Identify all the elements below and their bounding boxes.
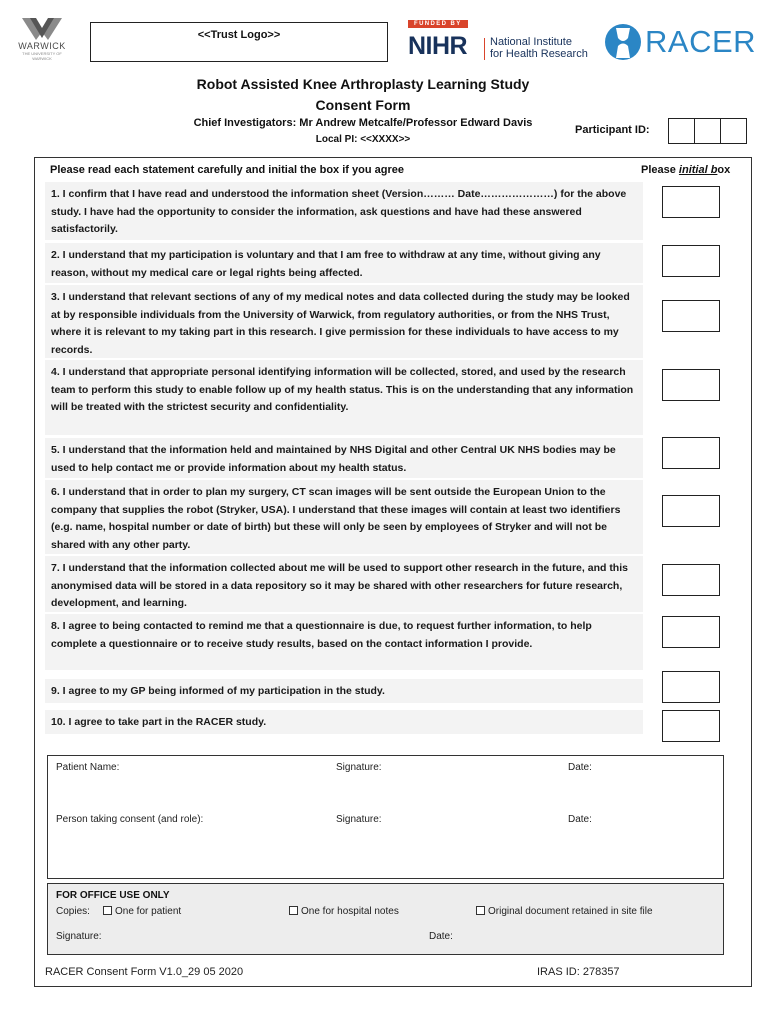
nihr-divider [484,38,485,60]
patient-signature-label: Signature: [336,762,382,773]
initial-header-word: initial b [678,164,718,176]
copies-label: Copies: [56,906,90,917]
copy-option-site-file[interactable] [476,906,653,917]
participant-id-box-2[interactable] [694,118,721,144]
initial-box-10[interactable] [662,710,720,742]
initial-header-suffix: ox [717,164,731,176]
form-title: Robot Assisted Knee Arthroplasty Learning Study [196,76,530,92]
initial-box-9[interactable] [662,671,720,703]
participant-id-box-1[interactable] [668,118,695,144]
trust-logo-placeholder: <<Trust Logo>> [90,22,388,62]
checkbox-patient[interactable] [103,906,112,915]
consent-statement-6: 6. I understand that in order to plan my surgery, CT scan images will be sent outside the European Union to the company that supplies the robot (Stryker, USA). I understand that these images will contain at least two identifiers (e.g. name, hospital number or date of birth) but these will only be seen by employees of Stryker and will not be shared with any other party. [45,480,643,554]
consent-taker-date-label: Date: [568,814,592,825]
office-use-title: FOR OFFICE USE ONLY [56,890,170,901]
warwick-name: WARWICK [18,41,66,51]
checkbox-site-file[interactable] [476,906,485,915]
consent-statement-10: 10. I agree to take part in the RACER study. [45,710,643,734]
nihr-full-name [490,36,588,60]
office-signature-label: Signature: [56,931,102,942]
participant-id-label: Participant ID: [575,124,650,136]
initial-box-3[interactable] [662,300,720,332]
initial-box-2[interactable] [662,245,720,277]
warwick-tagline: THE UNIVERSITY OF WARWICK [22,51,62,61]
consent-taker-label: Person taking consent (and role): [56,814,204,825]
patient-date-label: Date: [568,762,592,773]
initial-header-prefix: Please [641,164,679,176]
consent-statement-7: 7. I understand that the information collected about me will be used to support other research in the future, and this anonymised data will be stored in a data repository so it may be shared with other researchers for future research, development, and learning. [45,556,643,612]
initial-box-1[interactable] [662,186,720,218]
consent-statement-5: 5. I understand that the information held and maintained by NHS Digital and other Central UK NHS bodies may be used to help contact me or provide information about my health status. [45,438,643,478]
local-pi: Local PI: <<XXXX>> [315,134,411,145]
nihr-line1: National Institute [490,36,572,48]
footer-version: RACER Consent Form V1.0_29 05 2020 [45,966,244,978]
consent-statement-1: 1. I confirm that I have read and understood the information sheet (Version……… Date…………………) for the above study. I have had the opportunity to consider the information, ask questions and have had these answered satisfactorily. [45,182,643,240]
copy-option-patient[interactable] [103,906,181,917]
initial-box-7[interactable] [662,564,720,596]
checkbox-hospital[interactable] [289,906,298,915]
nihr-funded-label: FUNDED BY [408,20,468,28]
consent-statement-4: 4. I understand that appropriate personal identifying information will be collected, stored, and used by the research team to perform this study to enable follow up of my health status. This is on the understanding that any information will be treated with the strictest security and confidentiality. [45,360,643,435]
copy-option-hospital-label: One for hospital notes [301,906,399,917]
consent-taker-signature-label: Signature: [336,814,382,825]
warwick-crest-icon [22,18,62,40]
participant-id-box-3[interactable] [720,118,747,144]
racer-logo [603,22,763,64]
racer-knee-icon [603,22,643,62]
initial-box-header [641,164,730,176]
form-subtitle: Consent Form [315,97,411,113]
patient-name-label: Patient Name: [56,762,120,773]
nihr-mark: NIHR [408,32,468,60]
initial-box-4[interactable] [662,369,720,401]
instructions: Please read each statement carefully and initial the box if you agree [50,164,404,176]
consent-statement-9: 9. I agree to my GP being informed of my participation in the study. [45,679,643,703]
racer-wordmark: RACER [645,24,757,59]
copy-option-patient-label: One for patient [115,906,182,917]
nihr-line2: for Health Research [490,48,588,60]
initial-box-8[interactable] [662,616,720,648]
copy-option-hospital[interactable] [289,906,399,917]
chief-investigators: Chief Investigators: Mr Andrew Metcalfe/Professor Edward Davis [193,117,533,129]
footer-iras-id: IRAS ID: 278357 [537,966,620,978]
warwick-logo [12,18,72,62]
initial-box-5[interactable] [662,437,720,469]
consent-statement-2: 2. I understand that my participation is voluntary and that I am free to withdraw at any time, without giving any reason, without my medical care or legal rights being affected. [45,243,643,283]
copy-option-site-file-label: Original document retained in site file [488,906,653,917]
office-date-label: Date: [429,931,453,942]
initial-box-6[interactable] [662,495,720,527]
nihr-logo [408,20,593,64]
consent-statement-8: 8. I agree to being contacted to remind me that a questionnaire is due, to request further information, to help complete a questionnaire or to receive study results, based on the contact information I provide. [45,614,643,670]
consent-statement-3: 3. I understand that relevant sections of any of my medical notes and data collected during the study may be looked at by responsible individuals from the University of Warwick, from regulatory authorities, or from the NHS Trust, where it is relevant to my taking part in this research. I give permission for these individuals to have access to my records. [45,285,643,358]
